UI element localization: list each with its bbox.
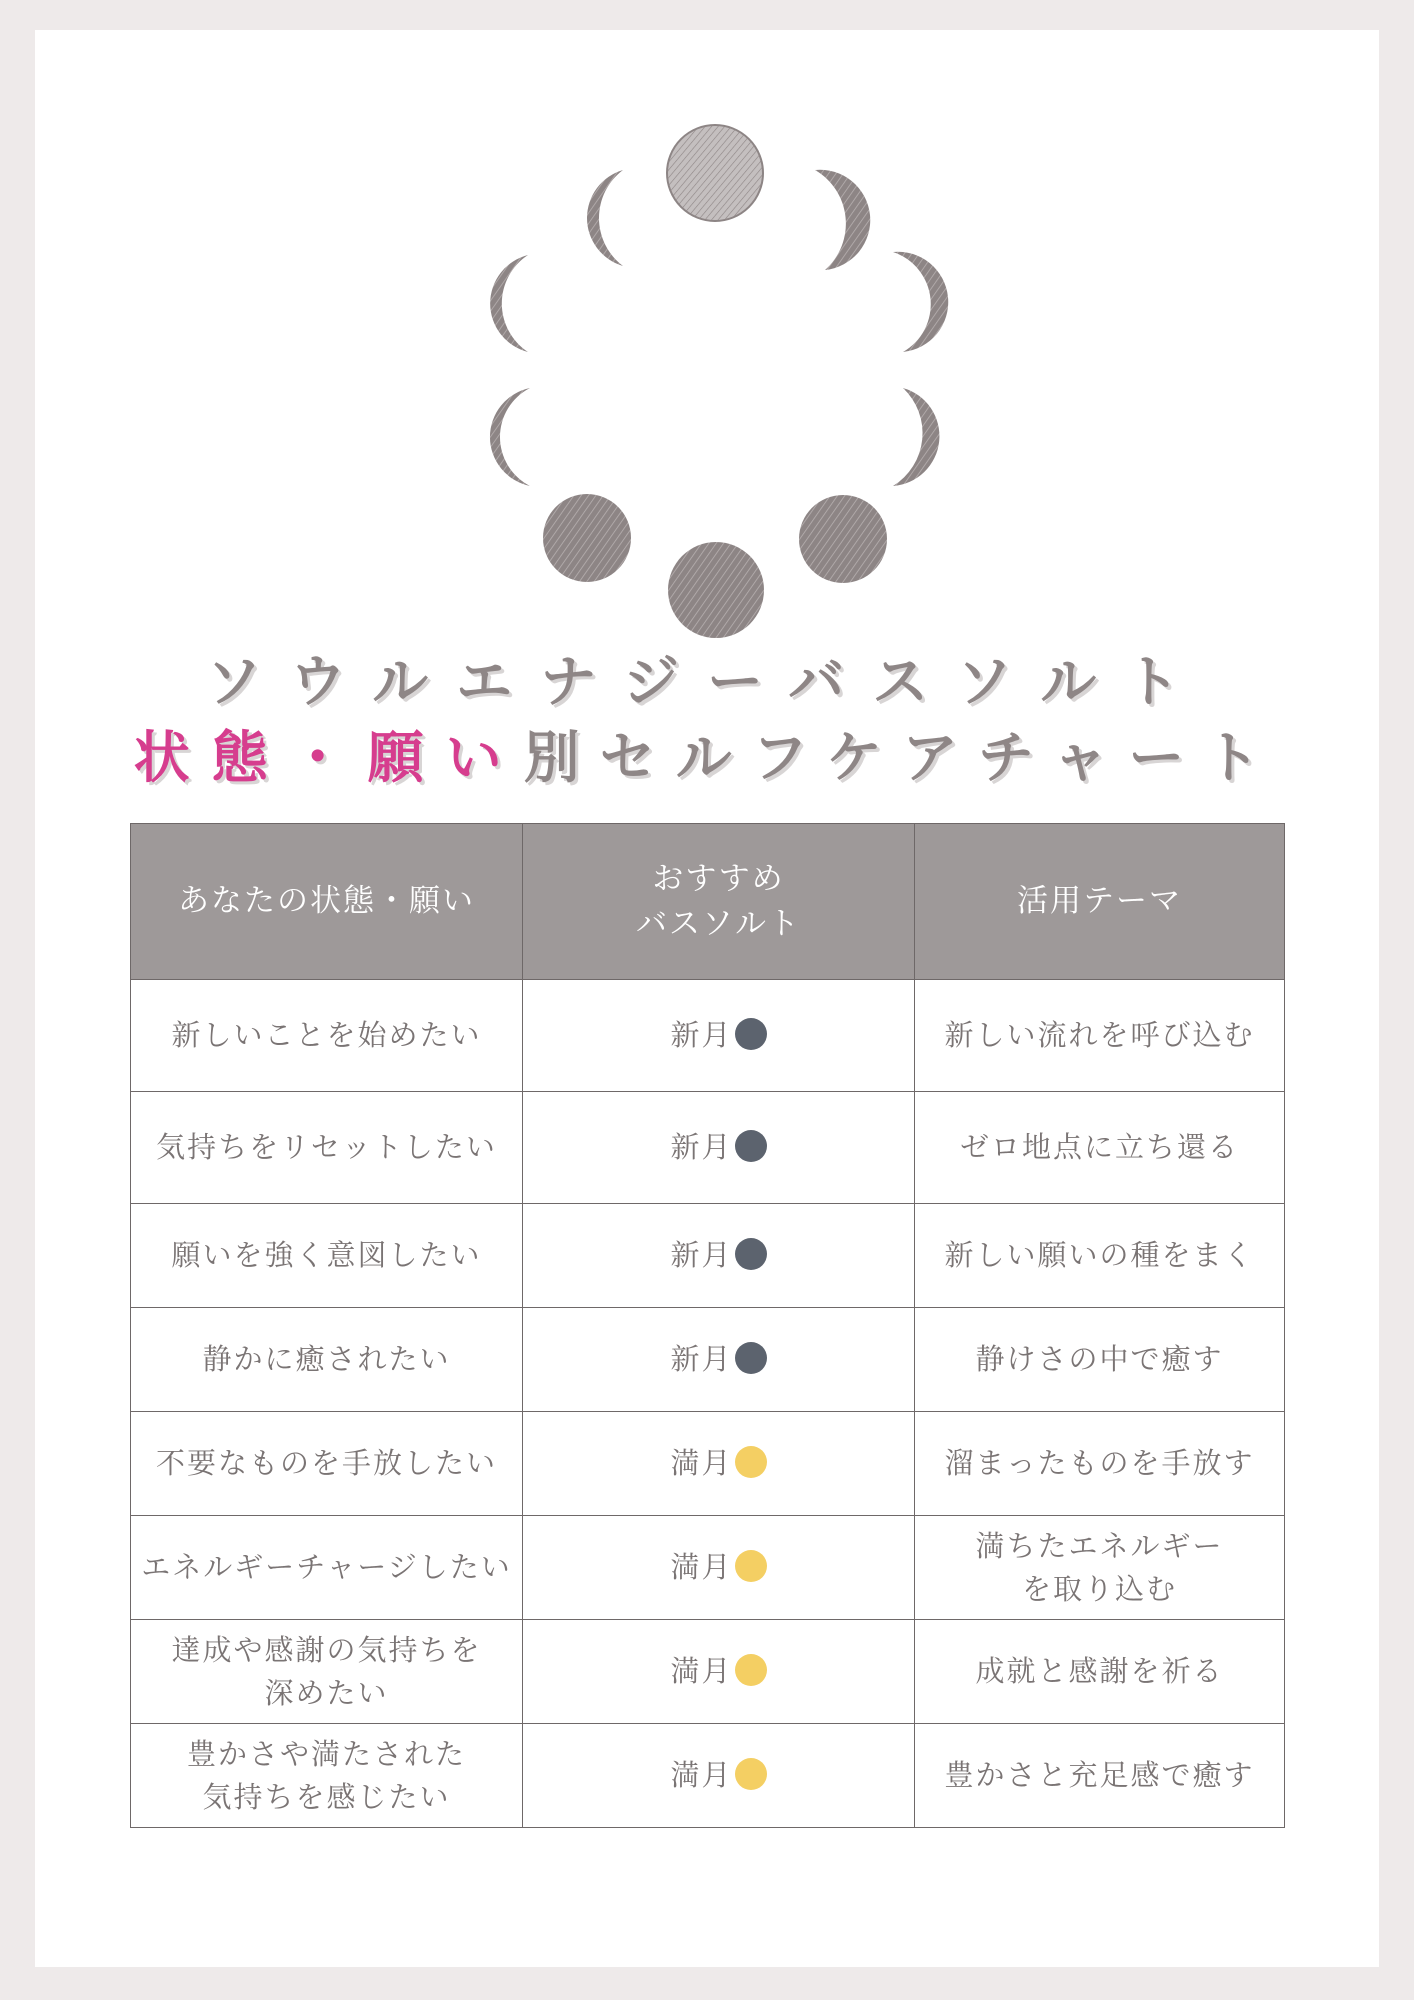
new-moon-icon: [735, 1342, 767, 1374]
waning-crescent-icon: [893, 388, 939, 486]
new-moon-icon: [735, 1018, 767, 1050]
salt-cell: 満月: [523, 1516, 915, 1620]
header-state: あなたの状態・願い: [131, 824, 523, 980]
state-cell: 気持ちをリセットしたい: [131, 1092, 523, 1204]
theme-cell: 溜まったものを手放す: [915, 1412, 1285, 1516]
last-quarter-icon: [893, 252, 948, 352]
salt-cell: 満月: [523, 1412, 915, 1516]
theme-cell: 新しい流れを呼び込む: [915, 980, 1285, 1092]
table-row: [131, 1092, 1285, 1204]
header-salt: おすすめ バスソルト: [523, 824, 915, 980]
title-rest: 別セルフケアチャート: [523, 726, 1281, 791]
new-moon-icon: [735, 1130, 767, 1162]
state-cell: 新しいことを始めたい: [131, 980, 523, 1092]
salt-cell: 新月: [523, 1308, 915, 1412]
full-moon-icon: [735, 1758, 767, 1790]
state-cell: 豊かさや満たされた 気持ちを感じたい: [131, 1724, 523, 1828]
salt-cell: 新月: [523, 1092, 915, 1204]
theme-cell: 静けさの中で癒す: [915, 1308, 1285, 1412]
salt-cell: 新月: [523, 980, 915, 1092]
theme-cell: 豊かさと充足感で癒す: [915, 1724, 1285, 1828]
selfcare-chart-table: [130, 823, 1285, 1828]
theme-cell: 新しい願いの種をまく: [915, 1204, 1285, 1308]
theme-cell: ゼロ地点に立ち還る: [915, 1092, 1285, 1204]
theme-cell: 成就と感謝を祈る: [915, 1620, 1285, 1724]
state-cell: 静かに癒されたい: [131, 1308, 523, 1412]
table-row: [131, 1412, 1285, 1516]
table-header-row: [131, 824, 1285, 980]
table-row: [131, 980, 1285, 1092]
waning-gibbous-icon: [815, 170, 870, 270]
new-moon-icon: [668, 542, 764, 638]
full-moon-icon: [667, 125, 763, 221]
title-line-2: [35, 714, 1379, 794]
moon-phase-ring: [35, 30, 1379, 680]
full-moon-icon: [735, 1654, 767, 1686]
waxing-crescent-icon: [543, 494, 631, 582]
first-quarter-icon: [490, 388, 530, 486]
crescent-left-upper-icon: [490, 255, 528, 352]
table-row: [131, 1620, 1285, 1724]
page-sheet: [35, 30, 1379, 1967]
salt-cell: 満月: [523, 1620, 915, 1724]
salt-cell: 満月: [523, 1724, 915, 1828]
title-highlight: 状態・願い: [133, 726, 524, 791]
salt-cell: 新月: [523, 1204, 915, 1308]
title-line-1: ソウルエナジーバスソルト: [205, 650, 1209, 715]
state-cell: エネルギーチャージしたい: [131, 1516, 523, 1620]
table-row: [131, 1724, 1285, 1828]
table-row: [131, 1204, 1285, 1308]
new-moon-icon: [735, 1238, 767, 1270]
table-row: [131, 1308, 1285, 1412]
state-cell: 願いを強く意図したい: [131, 1204, 523, 1308]
crescent-upper-left-icon: [587, 170, 623, 266]
theme-cell: 満ちたエネルギー を取り込む: [915, 1516, 1285, 1620]
state-cell: 不要なものを手放したい: [131, 1412, 523, 1516]
header-theme: 活用テーマ: [915, 824, 1285, 980]
full-moon-icon: [735, 1550, 767, 1582]
table-row: [131, 1516, 1285, 1620]
waxing-gibbous-icon: [799, 495, 887, 583]
state-cell: 達成や感謝の気持ちを 深めたい: [131, 1620, 523, 1724]
full-moon-icon: [735, 1446, 767, 1478]
